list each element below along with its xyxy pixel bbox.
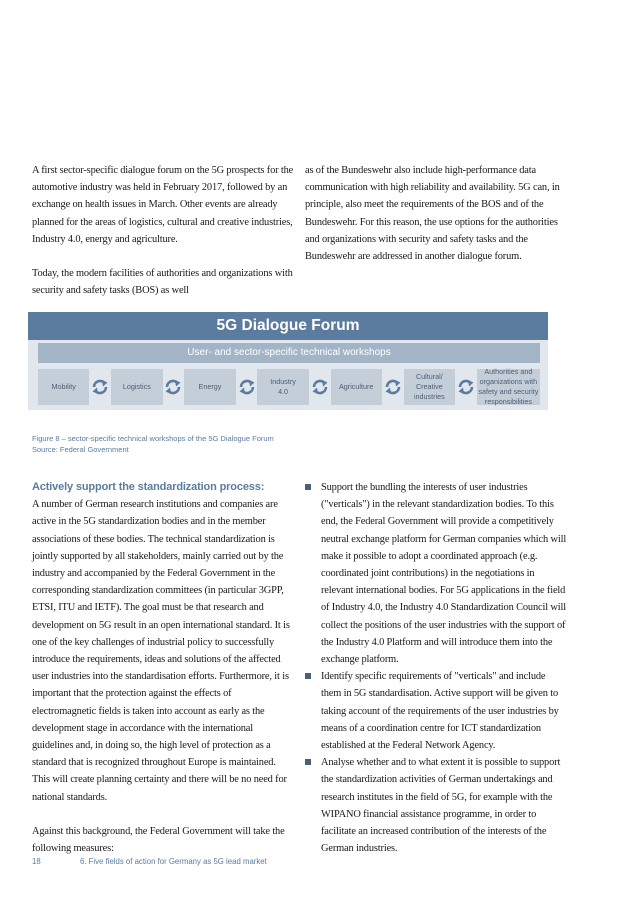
workshop-box <box>477 369 540 405</box>
workshop-label: Mobility <box>51 382 76 391</box>
sync-arrows-svg <box>163 377 183 397</box>
sync-arrow-part <box>312 388 318 395</box>
sync-arrow-part <box>322 380 328 387</box>
bullet-text: Identify specific requirements of "verticals" and include them in 5G standardisation. Active support will be given to taking account of the requirements of the user industries by means of a coordination centre for ICT standardization established at the Federal Network Agency. <box>321 671 559 752</box>
sync-arrow-part <box>102 380 108 387</box>
sync-arrows-svg <box>90 377 110 397</box>
sync-arrow-part <box>249 380 255 387</box>
sync-arrow-part <box>458 388 464 395</box>
sync-arrow-part <box>385 388 391 395</box>
figure-title: 5G Dialogue Forum <box>28 312 548 340</box>
sync-arrow-part <box>468 380 474 387</box>
paragraph: A number of German research institutions and companies are active in the 5G standardization bodies and in the member associations of these bodies. The technical standardization is jointly supported by all stakeholders, mainly carried out by the industry and accompanied by the Federal Government in the corresponding standardization committees (in particular 3GPP, ETSI, ITU and IETF). The goal must be that research and development on 5G result in an open international standard. It is one of the key challenges of industrial policy to successfully introduce the requirements, ideas and solutions of the affected user industries into the standardisation efforts. Furthermore, it is important that the protection against the effects of electromagnetic fields is taken into account as early as the development stage in accordance with the international guidelines and, in doing so, the high level of protection as a standard that is recognized throughout Europe is maintained. This will create planning certainty and there will be no need for national standards. <box>32 499 290 803</box>
sync-arrows-svg <box>383 377 403 397</box>
bullet-text: Analyse whether and to what extent it is possible to support the standardization activities of German undertakings and research institutes in the field of 5G, for example with the WIPANO financial assistance programme, in order to facilitate an increased contribution of the interests of the German industries. <box>321 757 561 855</box>
sync-arrows-icon <box>163 376 185 398</box>
bullet-item <box>305 479 567 668</box>
sync-arrows-icon <box>309 376 331 398</box>
workshop-row <box>38 367 540 407</box>
workshop-box <box>184 369 235 405</box>
workshop-box <box>111 369 162 405</box>
bullet-text: Support the bundling the interests of user industries ("verticals") in the relevant standardization bodies. To this end, the Federal Government will provide a competitively neutral exchange platform for German companies which will make it possible to adopt a coordinated approach (e.g. coordinated joint contributions) in the negotiations in relevant international bodies. For 5G applications in the field of Industry 4.0, the Industry 4.0 Standardization Council will collect the positions of the user industries with the support of the Industry 4.0 Platform and will introduce them into the exchange platform. <box>321 482 567 666</box>
workshop-label: Industry 4.0 <box>270 377 296 396</box>
paragraph: A first sector-specific dialogue forum on the 5G prospects for the automotive industry was held in February 2017, followed by an exchange on health issues in March. Other events are already planned for the areas of logistics, cultural and creative industries, Industry 4.0, energy and agriculture. <box>32 165 294 245</box>
bullet-square-icon <box>305 484 311 490</box>
sync-arrow-part <box>166 388 172 395</box>
section-heading: Actively support the standardization process: <box>32 481 265 493</box>
page-number: 18 <box>32 857 41 866</box>
sync-arrow-part <box>239 388 245 395</box>
body-right-column <box>305 479 567 857</box>
sync-arrows-icon <box>89 376 111 398</box>
workshop-label: Cultural/ Creative industries <box>413 372 445 401</box>
workshop-label: Authorities and organizations with safety and security responsibilities <box>478 367 539 406</box>
sync-arrows-icon <box>382 376 404 398</box>
figure-subtitle: User- and sector-specific technical workshops <box>38 343 540 363</box>
sync-arrows-svg <box>456 377 476 397</box>
bullet-square-icon <box>305 759 311 765</box>
sync-arrow-part <box>175 380 181 387</box>
workshop-label: Agriculture <box>339 382 374 391</box>
body-left-column <box>32 479 294 857</box>
workshop-label: Logistics <box>122 382 151 391</box>
bullet-item <box>305 668 567 754</box>
paragraph: Today, the modern facilities of authorities and organizations with security and safety tasks (BOS) as well <box>32 268 293 297</box>
sync-arrows-svg <box>310 377 330 397</box>
figure-caption <box>32 433 274 455</box>
sync-arrows-icon <box>236 376 258 398</box>
sync-arrows-svg <box>237 377 257 397</box>
page-footer <box>32 857 267 866</box>
paragraph: as of the Bundeswehr also include high-performance data communication with high reliability and availability. 5G can, in principle, also meet the requirements of the BOS and of the Bundeswehr. For this reason, the use options for the authorities and organizations with security and safety tasks and the Bundeswehr are addressed in another dialogue forum. <box>305 165 560 263</box>
bullet-item <box>305 754 567 857</box>
caption-source: Source: Federal Government <box>32 445 129 454</box>
dialogue-forum-figure <box>28 312 548 410</box>
workshop-box <box>331 369 382 405</box>
footer-section-title: 6. Five fields of action for Germany as 5G lead market <box>80 857 267 866</box>
workshop-box <box>38 369 89 405</box>
sync-arrow-part <box>93 388 99 395</box>
intro-left-column <box>32 162 294 299</box>
workshop-label: Energy <box>198 382 222 391</box>
workshop-box <box>257 369 308 405</box>
workshop-box <box>404 369 455 405</box>
intro-right-column <box>305 162 563 265</box>
sync-arrow-part <box>395 380 401 387</box>
bullet-square-icon <box>305 673 311 679</box>
sync-arrows-icon <box>455 376 477 398</box>
caption-line: Figure 8 – sector-specific technical workshops of the 5G Dialogue Forum <box>32 434 274 443</box>
paragraph: Against this background, the Federal Government will take the following measures: <box>32 825 285 855</box>
